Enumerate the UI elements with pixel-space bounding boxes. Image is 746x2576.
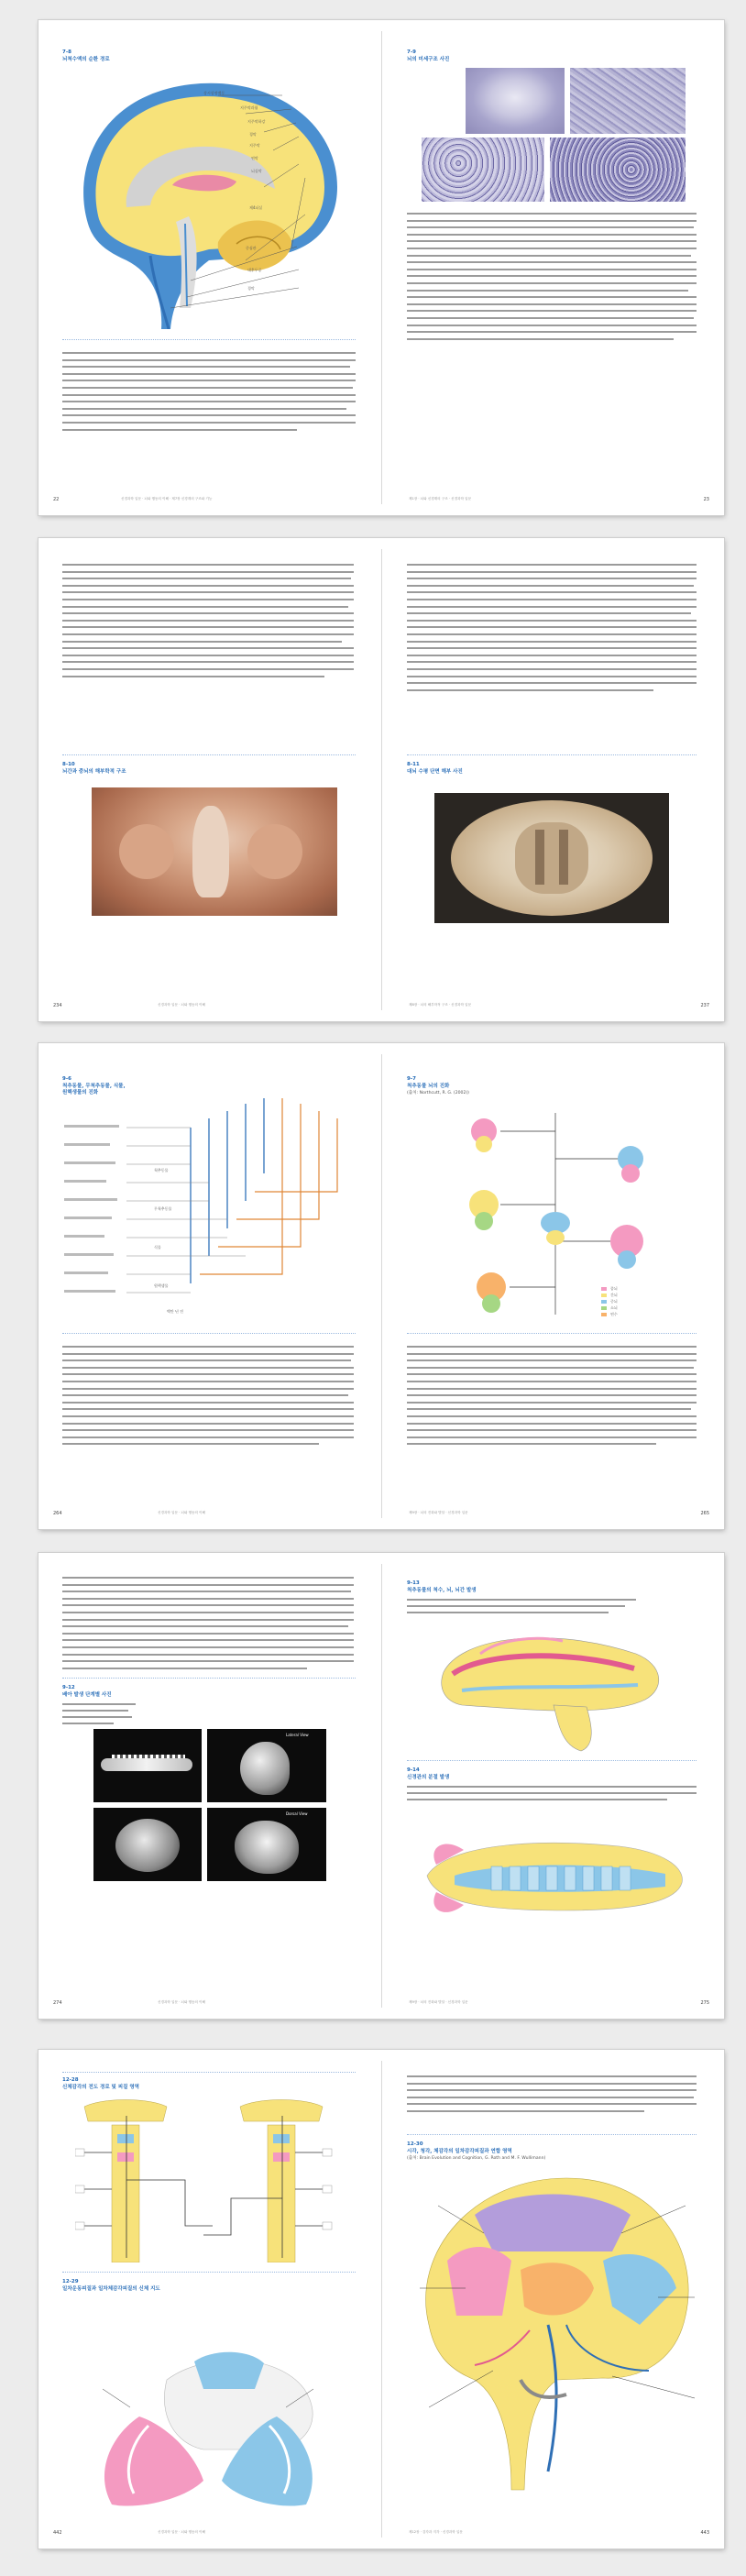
figure-number: 7-8 — [62, 50, 71, 55]
figure-number: 9-12 — [62, 1685, 75, 1690]
running-footer: 신경과학 입문 · 뇌와 행동의 이해 — [158, 2000, 205, 2004]
micrograph-4 — [550, 138, 686, 202]
figure-title: 척추동물, 무척추동물, 식물, 원핵생물의 진화 — [62, 1084, 126, 1095]
figure-label-6: 연막 — [251, 156, 258, 160]
figure-label-7: 뇌실막 — [251, 169, 262, 173]
figure-divider — [62, 339, 356, 341]
running-footer: 신경과학 입문 · 뇌와 행동의 이해 — [158, 1511, 205, 1514]
figure-number-2: 12-29 — [62, 2279, 79, 2284]
figure-title: 뇌척수액의 순환 경로 — [62, 57, 110, 62]
brainstem-dissection-photo — [92, 787, 337, 916]
running-footer: 신경과학 입문 · 뇌와 행동의 이해 · 제7장 신경계의 구조와 기능 — [121, 497, 213, 501]
figure-divider — [407, 1760, 697, 1762]
figure-subtitle: (출처: Northcutt, R. G. (2002)) — [407, 1091, 469, 1095]
tree-label-3: 식물 — [154, 1245, 161, 1249]
figure-caption-2 — [407, 1786, 697, 1805]
page-left — [38, 20, 381, 515]
figure-label-10: 대후두공 — [247, 268, 262, 272]
figure-title: 신체감각의 전도 경로 및 피질 영역 — [62, 2085, 139, 2090]
figure-title: 척추동물의 척수, 뇌, 뇌간 발생 — [407, 1588, 477, 1593]
body-text — [62, 564, 354, 682]
figure-caption — [407, 1599, 636, 1618]
body-text — [62, 1577, 354, 1674]
page-right — [381, 1043, 724, 1529]
figure-number: 9-13 — [407, 1580, 420, 1586]
body-text — [62, 1346, 354, 1450]
legend-item-2: 간뇌 — [610, 1293, 618, 1297]
running-footer: 제1장 · 뇌와 신경계의 구조 · 신경과학 입문 — [409, 497, 472, 501]
running-footer: 제8장 · 뇌의 해부학적 구조 · 신경과학 입문 — [409, 1003, 472, 1007]
tree-axis-label: 백만 년 전 — [167, 1309, 183, 1314]
tree-label-4: 원핵생물 — [154, 1283, 169, 1288]
running-footer: 제9장 · 뇌의 진화와 발달 · 신경과학 입문 — [409, 2000, 468, 2004]
figure-label-8: 제4뇌실 — [249, 205, 263, 210]
figure-label-4: 경막 — [249, 132, 257, 137]
figure-title-2: 일차운동피질과 일차체감각피질의 신체 지도 — [62, 2286, 160, 2292]
embryo-photo-1 — [93, 1729, 202, 1802]
figure-title-2: 신경관의 분절 발생 — [407, 1775, 450, 1780]
photo-label-dorsal: Dorsal View — [286, 1811, 308, 1816]
horizontal-brain-section-photo — [434, 793, 669, 923]
brain-evolution-diagram — [418, 1104, 693, 1324]
body-text — [62, 352, 356, 435]
page-number: 443 — [700, 2530, 709, 2536]
figure-number: 7-9 — [407, 50, 416, 55]
legend-item-3: 중뇌 — [610, 1299, 618, 1304]
figure-number-2: 9-14 — [407, 1767, 420, 1773]
figure-number: 9-6 — [62, 1076, 71, 1082]
figure-divider — [407, 1333, 697, 1335]
page-number: 442 — [53, 2530, 62, 2536]
page-left — [38, 2050, 381, 2548]
somatosensory-pathway-diagram — [75, 2097, 350, 2262]
page-right — [381, 538, 724, 1021]
body-text — [407, 564, 697, 696]
page-number: 264 — [53, 1511, 62, 1516]
micrograph-2 — [570, 68, 686, 134]
running-footer: 신경과학 입문 · 뇌와 행동의 이해 — [158, 2530, 205, 2534]
running-footer: 제12장 · 감각과 지각 · 신경과학 입문 — [409, 2530, 463, 2534]
body-text — [407, 1346, 697, 1450]
figure-title: 척추동물 뇌의 진화 — [407, 1084, 450, 1089]
neural-tube-segment-diagram — [418, 1810, 693, 1947]
page-left — [38, 538, 381, 1021]
figure-subtitle: (출처: Brain Evolution and Cognition, G. Roth and M. F. Wullimann) — [407, 2156, 546, 2161]
figure-label-9: 중심관 — [246, 246, 257, 250]
figure-label-11: 경막 — [247, 286, 255, 291]
figure-number: 8-11 — [407, 762, 420, 767]
figure-divider — [407, 2134, 697, 2136]
figure-title: 대뇌 수평 단면 해부 사진 — [407, 769, 463, 775]
body-text — [407, 213, 697, 345]
page-left — [38, 1553, 381, 2019]
page-number: 22 — [53, 497, 60, 502]
page-number: 274 — [53, 2000, 62, 2006]
figure-label-3: 지주막하강 — [247, 119, 266, 124]
book-spread-1 — [38, 20, 724, 515]
figure-number: 12-28 — [62, 2077, 79, 2083]
brain-sagittal-diagram — [62, 68, 365, 329]
figure-title: 뇌간과 중뇌의 해부학적 구조 — [62, 769, 126, 775]
photo-label-lateral: Lateral View — [286, 1733, 309, 1737]
figure-label-2: 지주막과립 — [240, 105, 258, 110]
figure-number: 8-10 — [62, 762, 75, 767]
page-right — [381, 1553, 724, 2019]
figure-title: 뇌의 미세구조 사진 — [407, 57, 450, 62]
embryo-photo-4 — [207, 1808, 326, 1881]
neural-development-diagram — [425, 1617, 682, 1755]
page-number: 237 — [700, 1003, 709, 1008]
book-spread-5 — [38, 2050, 724, 2548]
page-number: 23 — [703, 497, 709, 502]
legend-item-4: 소뇌 — [610, 1305, 618, 1310]
page-number: 265 — [700, 1511, 709, 1516]
page-right — [381, 20, 724, 515]
homunculus-diagram — [75, 2297, 359, 2517]
running-footer: 제9장 · 뇌의 진화와 발달 · 신경과학 입문 — [409, 1511, 468, 1514]
page-left — [38, 1043, 381, 1529]
figure-divider — [62, 2272, 356, 2273]
book-spread-3 — [38, 1043, 724, 1529]
page-number: 234 — [53, 1003, 62, 1008]
body-text — [407, 2075, 697, 2118]
embryo-photo-3 — [93, 1808, 202, 1881]
book-spread-2 — [38, 538, 724, 1021]
page-right — [381, 2050, 724, 2548]
figure-divider — [407, 754, 697, 756]
legend-item-5: 연수 — [610, 1312, 618, 1316]
figure-number: 9-7 — [407, 1076, 416, 1082]
figure-label-5: 지주막 — [249, 143, 260, 148]
figure-divider — [62, 1678, 356, 1679]
top-divider — [62, 2072, 356, 2074]
embryo-photo-2 — [207, 1729, 326, 1802]
figure-title: 시각, 청각, 체감각의 일차감각피질과 연합 영역 — [407, 2149, 512, 2154]
running-footer: 신경과학 입문 · 뇌와 행동의 이해 — [158, 1003, 205, 1007]
figure-divider — [62, 1333, 356, 1335]
phylogenetic-tree — [62, 1091, 356, 1320]
page-number: 275 — [700, 2000, 709, 2006]
tree-label-1: 척추동물 — [154, 1168, 169, 1172]
micrograph-3 — [422, 138, 544, 202]
figure-label-1: 상시상정맥동 — [203, 91, 225, 95]
legend-item-1: 종뇌 — [610, 1286, 618, 1291]
tree-label-2: 무척추동물 — [154, 1206, 172, 1211]
book-spread-4 — [38, 1553, 724, 2019]
figure-caption — [62, 1703, 136, 1729]
sensory-cortex-diagram — [411, 2169, 704, 2499]
figure-number: 12-30 — [407, 2141, 423, 2147]
figure-title: 배아 발생 단계별 사진 — [62, 1692, 112, 1698]
figure-divider — [62, 754, 356, 756]
micrograph-1 — [466, 68, 565, 134]
